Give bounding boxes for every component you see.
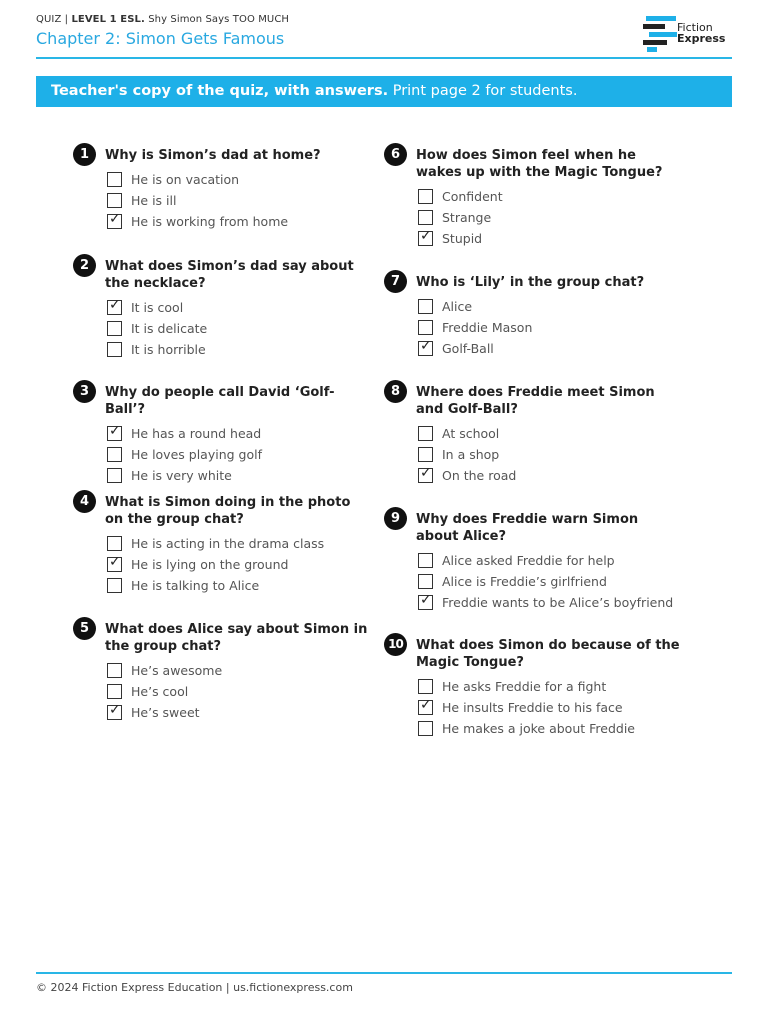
question-text: Why does Freddie warn Simon about Alice? <box>416 512 639 544</box>
breadcrumb <box>36 14 289 25</box>
book-title: Shy Simon Says TOO MUCH <box>148 14 290 25</box>
question-text: What does Alice say about Simon in the group chat? <box>105 622 368 654</box>
answer-option[interactable] <box>418 718 684 739</box>
option-label: He is lying on the ground <box>131 557 289 572</box>
question-number: 4 <box>73 490 96 513</box>
answer-option[interactable] <box>107 297 373 318</box>
quiz-label: QUIZ <box>36 14 62 25</box>
answer-option[interactable] <box>418 697 684 718</box>
answer-option[interactable] <box>107 465 373 486</box>
answer-option[interactable] <box>107 211 373 232</box>
question-6 <box>384 143 684 249</box>
question-number: 6 <box>384 143 407 166</box>
answer-option[interactable] <box>418 571 684 592</box>
checkbox-icon[interactable] <box>107 684 122 699</box>
checkbox-icon[interactable] <box>418 189 433 204</box>
answer-options <box>418 186 684 249</box>
question-1 <box>73 143 373 232</box>
answer-option[interactable] <box>107 681 373 702</box>
question-text: What is Simon doing in the photo on the group chat? <box>105 495 351 527</box>
question-number: 2 <box>73 254 96 277</box>
question-text: What does Simon’s dad say about the necklace? <box>105 259 354 291</box>
answer-option[interactable] <box>107 318 373 339</box>
option-label: Freddie Mason <box>442 320 533 335</box>
question-text: How does Simon feel when he wakes up with the Magic Tongue? <box>416 148 663 180</box>
answer-options <box>418 423 684 486</box>
checked-checkbox-icon[interactable] <box>418 468 433 483</box>
answer-option[interactable] <box>418 317 684 338</box>
banner-bold-text: Teacher's copy of the quiz, with answers. <box>51 83 389 99</box>
answer-options <box>418 676 684 739</box>
logo-line-1: Fiction <box>677 21 713 34</box>
checkbox-icon[interactable] <box>418 721 433 736</box>
answer-option[interactable] <box>418 338 684 359</box>
option-label: He’s cool <box>131 684 189 699</box>
checked-checkbox-icon[interactable] <box>418 341 433 356</box>
checkbox-icon[interactable] <box>107 447 122 462</box>
answer-option[interactable] <box>418 592 684 613</box>
option-label: Alice asked Freddie for help <box>442 553 615 568</box>
answer-options <box>107 533 373 596</box>
breadcrumb-separator: | <box>64 14 69 25</box>
answer-option[interactable] <box>107 423 373 444</box>
answer-option[interactable] <box>107 169 373 190</box>
answer-option[interactable] <box>107 533 373 554</box>
option-label: He is working from home <box>131 214 289 229</box>
question-number: 3 <box>73 380 96 403</box>
question-text: Why do people call David ‘Golf-Ball’? <box>105 385 335 417</box>
question-5 <box>73 617 373 723</box>
option-label: At school <box>442 426 500 441</box>
option-label: He is ill <box>131 193 177 208</box>
question-number: 5 <box>73 617 96 640</box>
level-label: LEVEL 1 ESL. <box>71 14 145 25</box>
checkbox-icon[interactable] <box>418 679 433 694</box>
answer-option[interactable] <box>418 465 684 486</box>
logo-text <box>677 22 725 44</box>
option-label: It is delicate <box>131 321 208 336</box>
answer-options <box>107 423 373 486</box>
checked-checkbox-icon[interactable] <box>418 595 433 610</box>
question-10 <box>384 633 684 739</box>
option-label: He is on vacation <box>131 172 240 187</box>
question-number: 1 <box>73 143 96 166</box>
answer-options <box>107 169 373 232</box>
checkbox-icon[interactable] <box>107 468 122 483</box>
checkbox-icon[interactable] <box>107 536 122 551</box>
option-label: Golf-Ball <box>442 341 494 356</box>
option-label: In a shop <box>442 447 500 462</box>
option-label: Alice is Freddie’s girlfriend <box>442 574 607 589</box>
answer-option[interactable] <box>418 296 684 317</box>
checkbox-icon[interactable] <box>107 193 122 208</box>
option-label: He’s sweet <box>131 705 200 720</box>
checkbox-icon[interactable] <box>418 426 433 441</box>
question-number: 10 <box>384 633 407 656</box>
question-text: Who is ‘Lily’ in the group chat? <box>416 275 645 290</box>
answer-option[interactable] <box>107 444 373 465</box>
answer-options <box>418 550 684 613</box>
option-label: It is cool <box>131 300 184 315</box>
option-label: He loves playing golf <box>131 447 262 462</box>
question-4 <box>73 490 373 596</box>
option-label: He makes a joke about Freddie <box>442 721 635 736</box>
checkbox-icon[interactable] <box>418 574 433 589</box>
answer-option[interactable] <box>418 444 684 465</box>
checkbox-icon[interactable] <box>107 172 122 187</box>
option-label: Stupid <box>442 231 483 246</box>
checkbox-icon[interactable] <box>418 320 433 335</box>
answer-option[interactable] <box>418 676 684 697</box>
question-number: 7 <box>384 270 407 293</box>
checked-checkbox-icon[interactable] <box>107 426 122 441</box>
option-label: He has a round head <box>131 426 262 441</box>
question-7 <box>384 270 684 359</box>
question-text: Where does Freddie meet Simon and Golf-Ball? <box>416 385 655 417</box>
checkbox-icon[interactable] <box>107 321 122 336</box>
option-label: Confident <box>442 189 503 204</box>
option-label: He is acting in the drama class <box>131 536 325 551</box>
option-label: Alice <box>442 299 473 314</box>
question-3 <box>73 380 373 486</box>
option-label: He is talking to Alice <box>131 578 260 593</box>
logo-line-2: Express <box>677 32 726 45</box>
answer-option[interactable] <box>107 702 373 723</box>
option-label: On the road <box>442 468 517 483</box>
question-2 <box>73 254 373 360</box>
option-label: Strange <box>442 210 492 225</box>
checkbox-icon[interactable] <box>107 578 122 593</box>
option-label: Freddie wants to be Alice’s boyfriend <box>442 595 674 610</box>
checked-checkbox-icon[interactable] <box>107 557 122 572</box>
checked-checkbox-icon[interactable] <box>107 214 122 229</box>
header-divider <box>36 57 732 59</box>
answer-option[interactable] <box>107 190 373 211</box>
banner-text: Print page 2 for students. <box>392 83 578 99</box>
question-text: What does Simon do because of the Magic Tongue? <box>416 638 680 670</box>
checkbox-icon[interactable] <box>418 299 433 314</box>
checked-checkbox-icon[interactable] <box>418 700 433 715</box>
question-9 <box>384 507 684 613</box>
checked-checkbox-icon[interactable] <box>107 300 122 315</box>
fiction-express-logo <box>643 15 739 51</box>
option-label: He asks Freddie for a fight <box>442 679 607 694</box>
checkbox-icon[interactable] <box>107 342 122 357</box>
answer-options <box>107 660 373 723</box>
option-label: He’s awesome <box>131 663 223 678</box>
question-8 <box>384 380 684 486</box>
question-number: 9 <box>384 507 407 530</box>
answer-option[interactable] <box>107 660 373 681</box>
page-header <box>36 14 289 48</box>
answer-option[interactable] <box>418 228 684 249</box>
option-label: He insults Freddie to his face <box>442 700 623 715</box>
question-number: 8 <box>384 380 407 403</box>
checkbox-icon[interactable] <box>418 553 433 568</box>
answer-option[interactable] <box>107 554 373 575</box>
footer-divider <box>36 972 732 974</box>
checkbox-icon[interactable] <box>418 447 433 462</box>
answer-option[interactable] <box>418 186 684 207</box>
question-text: Why is Simon’s dad at home? <box>105 148 321 163</box>
footer-text: © 2024 Fiction Express Education | us.fictionexpress.com <box>36 981 353 994</box>
checked-checkbox-icon[interactable] <box>418 231 433 246</box>
answer-option[interactable] <box>418 423 684 444</box>
answer-options <box>418 296 684 359</box>
option-label: He is very white <box>131 468 232 483</box>
checked-checkbox-icon[interactable] <box>107 705 122 720</box>
answer-options <box>107 297 373 360</box>
checkbox-icon[interactable] <box>418 210 433 225</box>
answer-option[interactable] <box>107 575 373 596</box>
answer-option[interactable] <box>418 207 684 228</box>
option-label: It is horrible <box>131 342 206 357</box>
chapter-title: Chapter 2: Simon Gets Famous <box>36 29 285 48</box>
answer-option[interactable] <box>107 339 373 360</box>
checkbox-icon[interactable] <box>107 663 122 678</box>
answer-option[interactable] <box>418 550 684 571</box>
teacher-copy-banner <box>36 76 732 107</box>
